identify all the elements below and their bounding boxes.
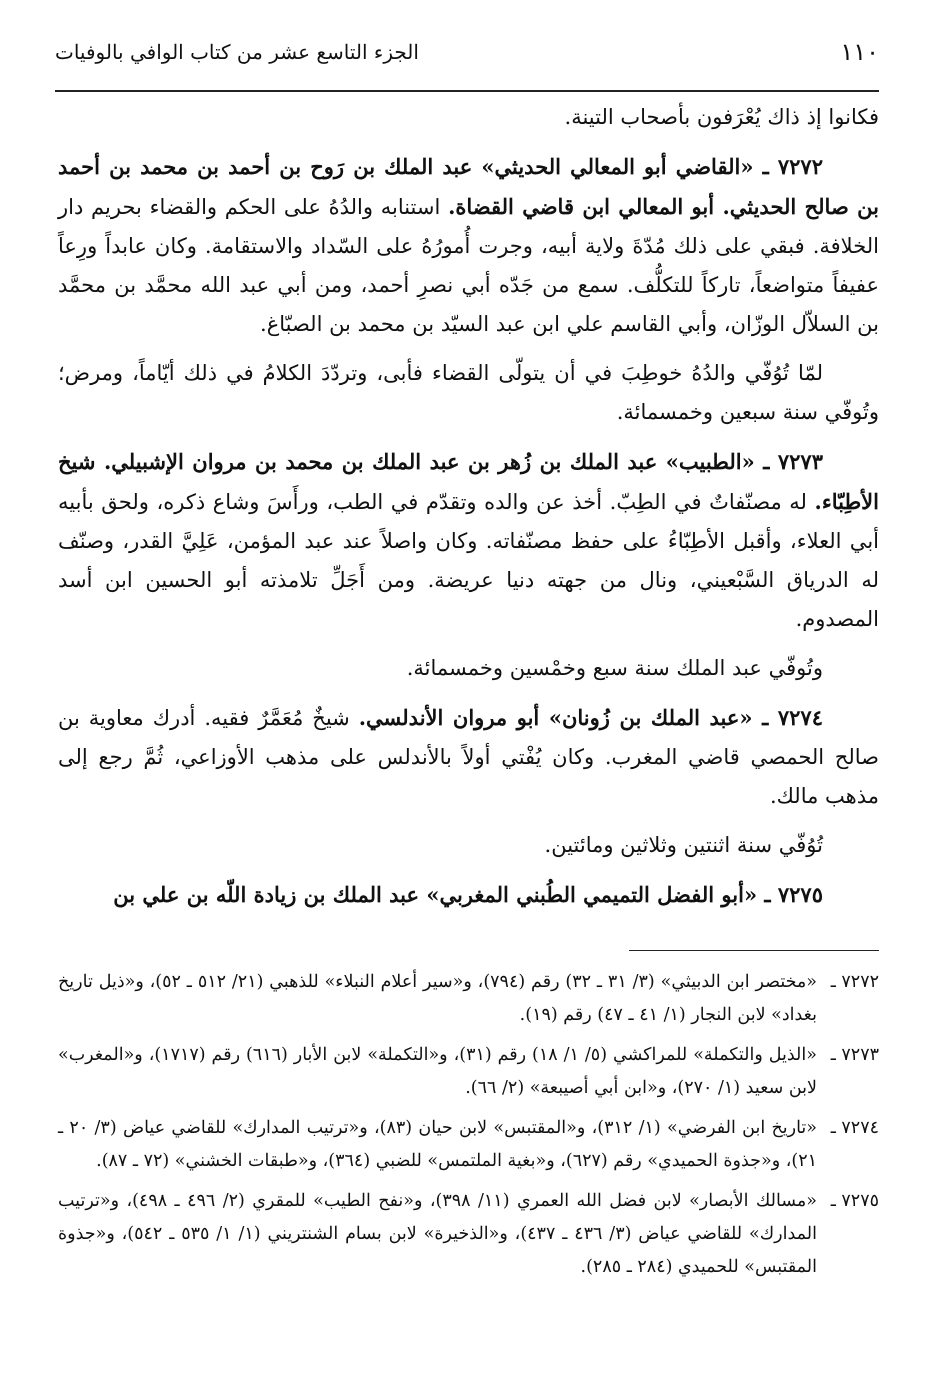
footnote-separator [629, 950, 879, 951]
entry-7273-text: له مصنّفاتٌ في الطِبّ. أخذ عن والده وتقدّم في الطب، ورأَسَ وشاع ذكره، ولحق بأبيه أبي العلاء، وأقبل الأطِبّاءُ على حفظ مصنّفاته. وكان واصلاً عند عبد المؤمن، عَلِيَّ القدر، وصنّف له الدرياق السَّبْعيني، ونال من جهته دنيا عريضة. ومن أَجَلِّ تلامذته أبو الحسين ابن أسد المصدوم. [58, 490, 879, 631]
entry-7272-heading: ٧٢٧٢ ـ «القاضي أبو المعالي الحديثي» عبد الملك بن رَوح بن أحمد بن محمد بن أحمد بن صالح الحديثي. أبو المعالي ابن قاضي القضاة. [58, 154, 879, 219]
footnote-number: ٧٢٧٤ ـ [830, 1118, 879, 1138]
footnote-7272 [58, 966, 879, 1032]
entry-7275 [58, 875, 879, 915]
running-title: الجزء التاسع عشر من كتاب الوافي بالوفيات [55, 40, 419, 64]
entry-7273 [58, 442, 879, 639]
running-header [55, 38, 879, 92]
footnote-text: «الذيل والتكملة» للمراكشي (٥/ ١/ ١٨) رقم (٣١)، و«التكملة» لابن الأبار (٦١٦) رقم (١٧١٧)، و«المغرب» لابن سعيد (١/ ٢٧٠)، و«ابن أبي أصيبعة» (٢/ ٦٦). [58, 1045, 817, 1098]
entry-7272-text: استنابه والدُهُ على الحكم والقضاء بحريم دار الخلافة. فبقي على ذلك مُدّةَ ولاية أبيه، وجرت أُمورُهُ على السّداد والاستقامة. وكان عابداً ورِعاً عفيفاً متواضعاً، تاركاً للتكلُّف. سمع من جَدّه أبي نصرِ أحمد، ومن أبي عبد الله محمَّد بن محمَّد بن السلاّل الوزّان، وأبي القاسم علي ابن عبد السيّد بن محمد بن الصبّاغ. [58, 195, 879, 336]
entry-7275-heading: ٧٢٧٥ ـ «أبو الفضل التميمي الطُبني المغربي» عبد الملك بن زيادة اللّه بن علي بن [113, 882, 823, 907]
entry-7273-death: وتُوفّي عبد الملك سنة سبع وخمْسين وخمسمائة. [406, 656, 823, 680]
entry-7274 [58, 698, 879, 816]
entry-7274-text: شيخٌ مُعَمَّرٌ فقيه. أدرك معاوية بن صالح الحمصي قاضي المغرب. وكان يُفْتي أولاً بالأندلس على مذهب الأوزاعي، ثُمَّ رجع إلى مذهب مالك. [58, 706, 879, 808]
footnote-number: ٧٢٧٥ ـ [830, 1191, 879, 1211]
entry-7272-death: لمّا تُوُفّي والدُهُ خوطِبَ في أن يتولّى القضاء فأبى، وتردّدَ الكلامُ في ذلك أيّاماً، ومرض؛ وتُوفّي سنة سبعين وخمسمائة. [58, 361, 879, 424]
footnote-text: «تاريخ ابن الفرضي» (١/ ٣١٢)، و«المقتبس» لابن حيان (٨٣)، و«ترتيب المدارك» للقاضي عياض (٣/ ٢٠ ـ ٢١)، و«جذوة الحميدي» رقم (٦٢٧)، و«بغية الملتمس» للضبي (٣٦٤)، و«طبقات الخشني» (٧٢ ـ ٨٧). [58, 1118, 818, 1171]
entry-7272 [58, 147, 879, 344]
footnote-7274 [58, 1112, 879, 1178]
continuation-paragraph: فكانوا إذ ذاك يُعْرَفون بأصحاب التينة. [564, 105, 879, 129]
main-text [58, 98, 879, 915]
footnotes [58, 966, 879, 1291]
footnote-number: ٧٢٧٣ ـ [830, 1045, 879, 1065]
page-number: ١١٠ [840, 38, 879, 66]
footnote-text: «مسالك الأبصار» لابن فضل الله العمري (١١/ ٣٩٨)، و«نفح الطيب» للمقري (٢/ ٤٩٦ ـ ٤٩٨)، و«ترتيب المدارك» للقاضي عياض (٣/ ٤٣٦ ـ ٤٣٧)، و«الذخيرة» لابن بسام الشنتريني (١/ ١/ ٥٣٥ ـ ٥٤٢)، و«جذوة المقتبس» للحميدي (٢٨٤ ـ ٢٨٥). [58, 1191, 817, 1277]
entry-7274-death: تُوُفّي سنة اثنتين وثلاثين ومائتين. [544, 833, 823, 857]
footnote-7273 [58, 1039, 879, 1105]
footnote-number: ٧٢٧٢ ـ [830, 972, 879, 992]
footnote-7275 [58, 1185, 879, 1284]
entry-7273-heading: ٧٢٧٣ ـ «الطبيب» عبد الملك بن زُهر بن عبد الملك بن محمد بن مروان الإشبيلي. شيخ الأطِبّاء. [58, 449, 879, 514]
entry-7274-heading: ٧٢٧٤ ـ «عبد الملك بن زُونان» أبو مروان الأندلسي. [358, 705, 823, 730]
footnote-text: «مختصر ابن الدبيثي» (٣/ ٣١ ـ ٣٢) رقم (٧٩٤)، و«سير أعلام النبلاء» للذهبي (٢١/ ٥١٢ ـ ٥٢)، و«ذيل تاريخ بغداد» لابن النجار (١/ ٤١ ـ ٤٧) رقم (١٩). [58, 972, 818, 1025]
